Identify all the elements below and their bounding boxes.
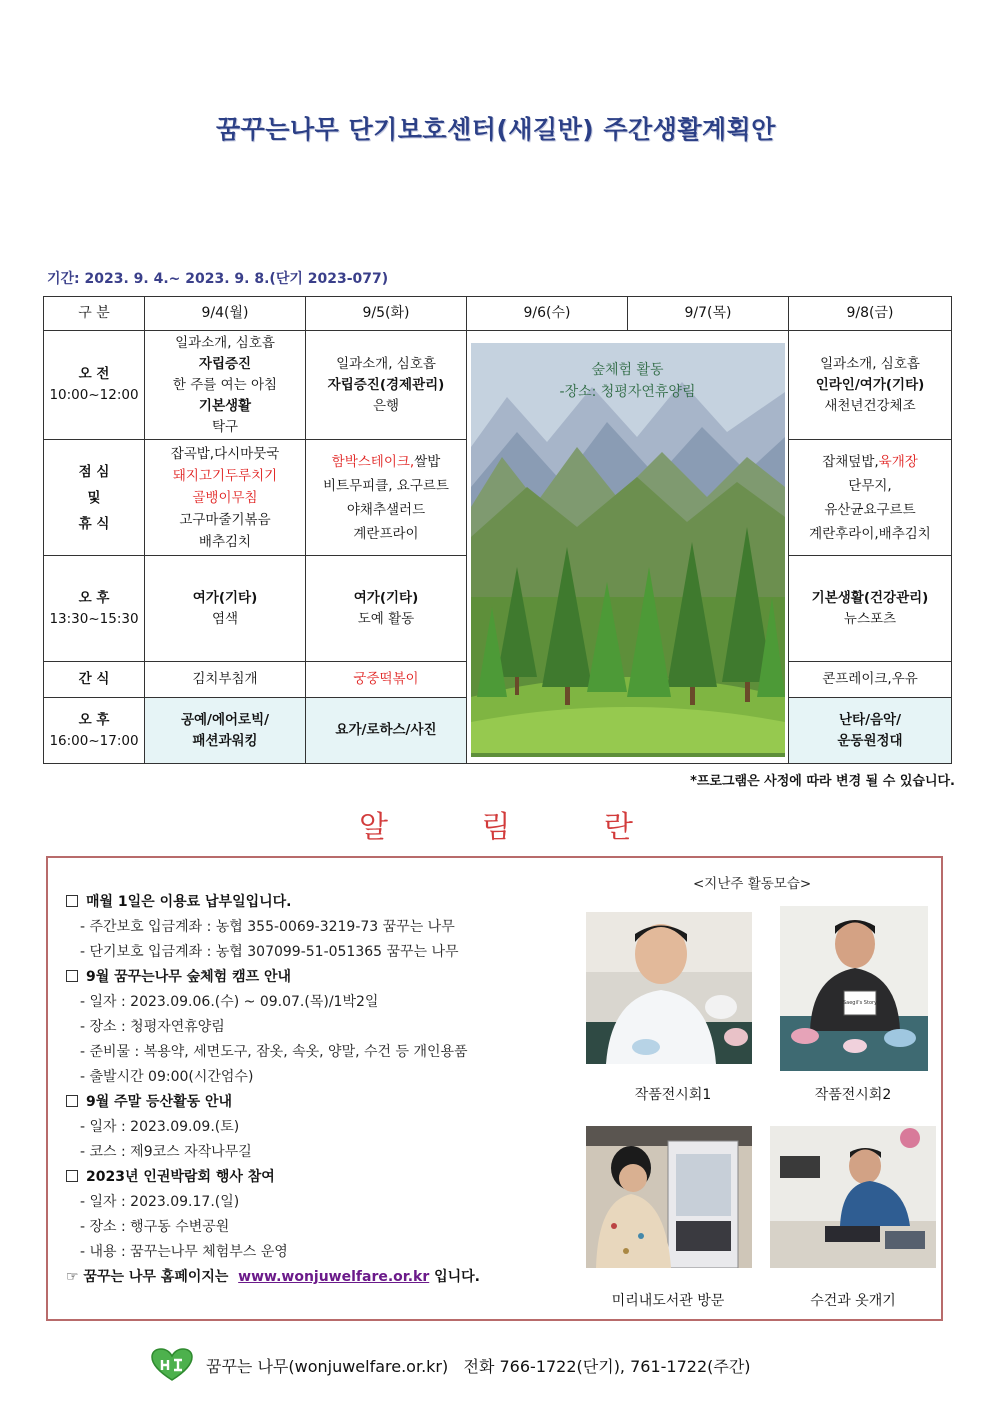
caption-exhibition-2: 작품전시회2 [814,1087,892,1103]
row-label-late: 오 후 16:00~17:00 [44,698,145,764]
notice-title: 알 림 란 [358,810,675,845]
photo-library-visit [586,1126,752,1268]
schedule-table [43,296,952,764]
cell-late-mon: 공예/에어로빅/ 패션과워킹 [145,698,306,764]
notice-item: 매월 1일은 이용료 납부일입니다. [66,890,606,915]
notice-list [66,890,606,1290]
checkbox-square-icon [66,1095,78,1107]
gallery-title: <지난주 활동모습> [693,876,812,892]
checkbox-square-icon [66,1170,78,1182]
cell-late-fri: 난타/음악/ 운동원정대 [789,698,952,764]
header-day-wed: 9/6(수) [467,297,628,331]
homepage-line: ☞ 꿈꾸는 나무 홈페이지는 www.wonjuwelfare.or.kr 입니다. [66,1269,480,1285]
exhibition-sign: Saegil's Story [842,1000,878,1006]
notice-item: 9월 주말 등산활동 안내 [66,1090,606,1115]
cell-snack-tue: 궁중떡볶이 [306,662,467,698]
forest-title: 숲체험 활동 [591,362,664,378]
cell-lunch-fri: 잡채덮밥,육개장 단무지, 유산균요구르트 계란후라이,배추김치 [789,440,952,556]
notice-detail: - 코스 : 제9코스 자작나무길 [80,1144,252,1160]
photo-towel-folding [770,1126,936,1268]
notice-item: 9월 꿈꾸는나무 숲체험 캠프 안내 [66,965,606,990]
notice-detail: - 장소 : 청평자연휴양림 [80,1019,225,1035]
header-day-fri: 9/8(금) [789,297,952,331]
cell-afternoon-fri: 기본생활(건강관리) 뉴스포츠 [789,556,952,662]
row-label-lunch: 점 심 및 휴 식 [44,440,145,556]
row-label-snack: 간 식 [44,662,145,698]
heart-logo-icon [150,1348,194,1382]
checkbox-square-icon [66,970,78,982]
homepage-link[interactable]: www.wonjuwelfare.or.kr [238,1269,430,1285]
notice-detail: - 일자 : 2023.09.09.(토) [80,1119,240,1135]
header-corner: 구 분 [44,297,145,331]
header-day-mon: 9/4(월) [145,297,306,331]
notice-detail: - 준비물 : 복용약, 세면도구, 잠옷, 속옷, 양말, 수건 등 개인용품 [80,1044,468,1060]
cell-morning-tue: 일과소개, 심호흡 자립증진(경제관리) 은행 [306,331,467,440]
notice-detail: - 장소 : 행구동 수변공원 [80,1219,230,1235]
notice-detail: - 일자 : 2023.09.17.(일) [80,1194,240,1210]
header-day-thu: 9/7(목) [628,297,789,331]
period-label: 기간: 2023. 9. 4.~ 2023. 9. 8.(단기 2023-077) [47,271,389,287]
cell-lunch-mon: 잡곡밥,다시마뭇국 돼지고기두루치기 골뱅이무침 고구마줄기볶음 배추김치 [145,440,306,556]
checkbox-square-icon [66,895,78,907]
notice-box [46,856,943,1321]
cell-lunch-tue: 함박스테이크,쌀밥 비트무피클, 요구르트 야채추샐러드 계란프라이 [306,440,467,556]
cell-afternoon-mon: 여가(기타) 염색 [145,556,306,662]
row-label-afternoon: 오 후 13:30~15:30 [44,556,145,662]
notice-detail: - 일자 : 2023.09.06.(수) ~ 09.07.(목)/1박2일 [80,994,379,1010]
forest-camp-cell [467,331,789,764]
notice-detail: - 단기보호 입금계좌 : 농협 307099-51-051365 꿈꾸는 나무 [80,944,459,960]
cell-snack-fri: 콘프레이크,우유 [789,662,952,698]
cell-afternoon-tue: 여가(기타) 도예 활동 [306,556,467,662]
photo-exhibition-1 [586,912,752,1064]
notice-detail: - 내용 : 꿈꾸는나무 체험부스 운영 [80,1244,288,1260]
cell-morning-mon: 일과소개, 심호흡 자립증진 한 주를 여는 아침 기본생활 탁구 [145,331,306,440]
forest-place: -장소: 청평자연휴양림 [559,384,696,400]
caption-towel-folding: 수건과 옷개기 [810,1293,896,1309]
caption-library-visit: 미리내도서관 방문 [611,1293,725,1309]
cell-morning-fri: 일과소개, 심호흡 인라인/여가(기타) 새천년건강체조 [789,331,952,440]
notice-detail: - 출발시간 09:00(시간엄수) [80,1069,254,1085]
cell-late-tue: 요가/로하스/사진 [306,698,467,764]
caption-exhibition-1: 작품전시회1 [634,1087,712,1103]
cell-snack-mon: 김치부침개 [145,662,306,698]
page-title: 꿈꾸는나무 단기보호센터(새길반) 주간생활계획안 [216,115,776,144]
notice-detail: - 주간보호 입금계좌 : 농협 355-0069-3219-73 꿈꾸는 나무 [80,919,455,935]
footer-text: 꿈꾸는 나무(wonjuwelfare.or.kr) 전화 766-1722(단기), 761-1722(주간) [206,1356,751,1376]
photo-exhibition-2 [780,906,928,1071]
header-day-tue: 9/5(화) [306,297,467,331]
schedule-note: *프로그램은 사정에 따라 변경 될 수 있습니다. [690,774,955,789]
notice-item: 2023년 인권박람회 행사 참여 [66,1165,606,1190]
row-label-morning: 오 전 10:00~12:00 [44,331,145,440]
footer [150,1348,751,1382]
